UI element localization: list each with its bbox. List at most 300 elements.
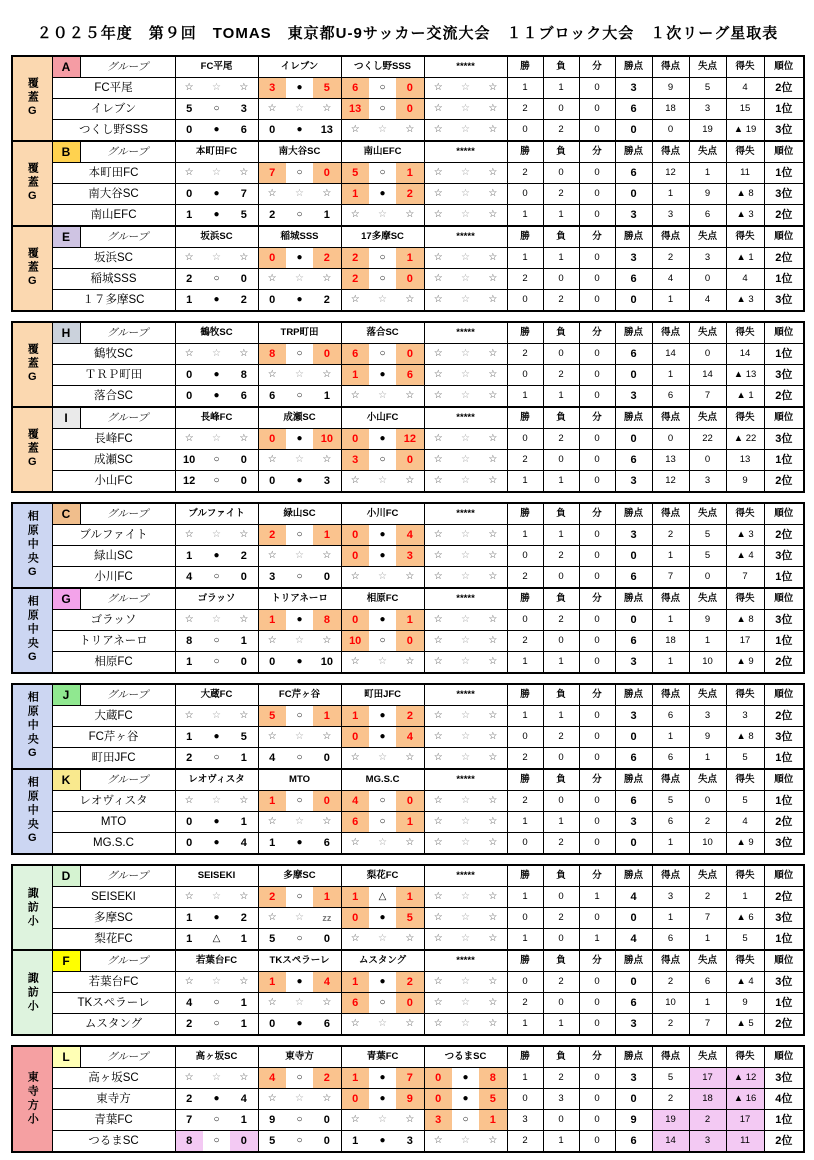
stat-header: 負 — [543, 865, 579, 887]
result-win-icon: ○ — [286, 163, 313, 183]
stat-header: 負 — [543, 503, 579, 525]
result-cell — [341, 993, 424, 1014]
stat-value: 19 — [652, 1110, 689, 1131]
score-left: 0 — [186, 124, 193, 136]
star-icon: ☆ — [295, 997, 305, 1008]
star-icon: ☆ — [184, 795, 194, 806]
group-label: グループ — [80, 588, 175, 610]
match-score-cell — [259, 1131, 341, 1151]
score-left: 2 — [186, 1093, 193, 1105]
score-right: 2 — [406, 188, 413, 200]
stat-value: ▲ 16 — [726, 1089, 764, 1110]
result-cell — [424, 993, 507, 1014]
result-cell — [341, 525, 424, 546]
star-icon: ☆ — [350, 571, 360, 582]
team-name: 青葉FC — [52, 1110, 175, 1131]
opponent-header: ***** — [424, 865, 507, 887]
star-icon: ☆ — [461, 273, 470, 284]
stat-value: 2 — [652, 1089, 689, 1110]
result-cell — [341, 1089, 424, 1110]
score-left: 0 — [186, 369, 193, 381]
match-score-cell — [342, 184, 424, 204]
result-cell — [258, 471, 341, 493]
stat-value: ▲ 5 — [726, 1014, 764, 1036]
stat-value: 9 — [689, 610, 726, 631]
opponent-header: レオヴィスタ — [175, 769, 258, 791]
result-win-icon: ○ — [286, 748, 313, 768]
stars-cell — [425, 610, 507, 630]
score-right: 12 — [403, 433, 417, 445]
star-icon: ☆ — [488, 933, 498, 944]
star-icon: ☆ — [405, 124, 415, 135]
stat-header: 負 — [543, 226, 579, 248]
star-icon: ☆ — [267, 369, 277, 380]
stars-cell — [425, 471, 507, 491]
rank-cell: 4位 — [764, 1089, 804, 1110]
stat-value: 0 — [579, 652, 615, 674]
opponent-header: 稲城SSS — [258, 226, 341, 248]
result-lose-icon: ● — [203, 120, 230, 140]
stat-value: 0 — [615, 972, 652, 993]
star-icon: ☆ — [350, 209, 360, 220]
star-icon: ☆ — [488, 454, 498, 465]
stat-header: 得点 — [652, 141, 689, 163]
rank-cell: 3位 — [764, 908, 804, 929]
score-left: 2 — [186, 752, 193, 764]
score-left: 2 — [186, 1018, 193, 1030]
score-right: 2 — [240, 294, 247, 306]
stat-value: 9 — [689, 727, 726, 748]
team-name: ゴラッソ — [52, 610, 175, 631]
rank-cell: 2位 — [764, 248, 804, 269]
group-A — [12, 56, 804, 141]
result-cell — [258, 929, 341, 951]
star-icon: ☆ — [488, 475, 498, 486]
opponent-header: トリアネーロ — [258, 588, 341, 610]
stat-value: 0 — [507, 546, 543, 567]
score-right: 0 — [240, 454, 247, 466]
team-row — [12, 78, 804, 99]
star-icon: ☆ — [239, 1072, 249, 1083]
score-right: 1 — [323, 529, 330, 541]
score-right: 1 — [240, 635, 247, 647]
match-score-cell — [176, 290, 258, 310]
match-score-cell — [259, 567, 341, 587]
score-right: 0 — [240, 475, 247, 487]
stat-value: 0 — [543, 748, 579, 770]
stat-value: 1 — [579, 887, 615, 908]
match-score-cell — [176, 812, 258, 832]
result-cell — [424, 610, 507, 631]
star-icon: ☆ — [378, 1018, 387, 1029]
stat-value: 1 — [543, 248, 579, 269]
match-score-cell — [176, 993, 258, 1013]
star-icon: ☆ — [212, 348, 221, 359]
result-cell — [175, 1014, 258, 1036]
stat-value: 0 — [543, 887, 579, 908]
result-cell — [424, 567, 507, 589]
group-letter: L — [52, 1046, 80, 1068]
team-name: 鶴牧SC — [52, 344, 175, 365]
stat-value: 7 — [689, 908, 726, 929]
result-cell — [341, 631, 424, 652]
team-row — [12, 344, 804, 365]
score-left: 0 — [435, 1093, 442, 1105]
stat-value: ▲ 8 — [726, 610, 764, 631]
result-cell — [424, 386, 507, 408]
star-icon: ☆ — [322, 1093, 332, 1104]
team-name: 長峰FC — [52, 429, 175, 450]
opponent-header: ムスタング — [341, 950, 424, 972]
result-cell — [258, 652, 341, 674]
result-cell — [258, 567, 341, 589]
score-left: 5 — [352, 167, 359, 179]
league-table — [11, 1045, 805, 1153]
stat-value: 1 — [652, 908, 689, 929]
star-icon: ☆ — [350, 294, 360, 305]
star-icon: ☆ — [433, 454, 443, 465]
stat-value: 3 — [615, 706, 652, 727]
result-win-icon: ○ — [203, 471, 230, 491]
score-right: 5 — [323, 82, 330, 94]
stat-value: 0 — [507, 908, 543, 929]
star-icon: ☆ — [184, 348, 194, 359]
match-score-cell — [259, 471, 341, 491]
stat-value: 0 — [543, 99, 579, 120]
stat-value: 6 — [652, 706, 689, 727]
stat-value: 2 — [543, 290, 579, 312]
score-left: 3 — [269, 82, 276, 94]
stat-value: 13 — [652, 450, 689, 471]
star-icon: ☆ — [461, 752, 471, 763]
score-left: 0 — [269, 475, 276, 487]
score-left: 0 — [186, 837, 193, 849]
group-letter: K — [52, 769, 80, 791]
stat-value: 0 — [579, 78, 615, 99]
rank-cell: 2位 — [764, 812, 804, 833]
result-lose-icon: ● — [203, 290, 230, 310]
stat-value: 1 — [543, 205, 579, 227]
stars-cell — [425, 727, 507, 747]
stat-value: 1 — [726, 887, 764, 908]
stat-value: 0 — [579, 1014, 615, 1036]
star-icon: ☆ — [488, 369, 498, 380]
star-icon: ☆ — [378, 752, 388, 763]
star-icon: ☆ — [433, 571, 443, 582]
star-icon: ☆ — [295, 550, 305, 561]
result-lose-icon: ● — [286, 972, 313, 992]
stars-cell — [176, 163, 258, 183]
score-left: 1 — [352, 1072, 359, 1084]
star-icon: ☆ — [212, 529, 221, 540]
result-cell — [175, 791, 258, 812]
match-score-cell — [342, 791, 424, 811]
result-cell — [424, 525, 507, 546]
match-score-cell — [425, 1110, 507, 1130]
result-cell — [424, 163, 507, 184]
star-icon: ☆ — [322, 188, 332, 199]
stars-cell — [425, 812, 507, 832]
star-icon: ☆ — [488, 912, 498, 923]
result-cell — [258, 365, 341, 386]
stat-value: 3 — [615, 652, 652, 674]
result-cell — [341, 812, 424, 833]
score-right: 0 — [240, 656, 247, 668]
star-icon: ☆ — [461, 795, 471, 806]
stat-value: 1 — [507, 652, 543, 674]
score-right: 0 — [323, 795, 330, 807]
stat-header: 勝 — [507, 141, 543, 163]
team-row — [12, 652, 804, 674]
score-left: 1 — [186, 731, 193, 743]
score-right: 1 — [240, 752, 247, 764]
result-cell — [341, 429, 424, 450]
result-cell — [258, 429, 341, 450]
score-left: 4 — [269, 1072, 276, 1084]
stat-value: 2 — [689, 887, 726, 908]
star-icon: ☆ — [405, 933, 415, 944]
score-right: 7 — [240, 188, 247, 200]
stars-cell — [425, 887, 507, 907]
match-score-cell — [259, 887, 341, 907]
star-icon: ☆ — [295, 273, 304, 284]
venue-section-6 — [11, 1045, 804, 1153]
result-cell — [175, 386, 258, 408]
team-row — [12, 833, 804, 855]
match-score-cell — [259, 120, 341, 140]
star-icon: ☆ — [488, 348, 498, 359]
result-lose-icon: ● — [203, 184, 230, 204]
stat-value: 0 — [507, 727, 543, 748]
result-cell — [175, 929, 258, 951]
team-name: ブルファイト — [52, 525, 175, 546]
result-lose-icon: ● — [369, 610, 396, 630]
match-score-cell — [342, 269, 424, 289]
result-lose-icon: ● — [203, 812, 230, 832]
stat-header: 勝 — [507, 503, 543, 525]
match-score-cell — [342, 812, 424, 832]
stat-header: 得点 — [652, 1046, 689, 1068]
stat-value: 1 — [689, 748, 726, 770]
stat-header: 得点 — [652, 226, 689, 248]
stat-value: 11 — [726, 1131, 764, 1153]
stat-header: 勝 — [507, 322, 543, 344]
result-cell — [258, 1089, 341, 1110]
stat-header: 順位 — [764, 56, 804, 78]
stat-value: 5 — [652, 1068, 689, 1089]
stat-value: 6 — [615, 748, 652, 770]
team-name: 相原FC — [52, 652, 175, 674]
stat-header: 得点 — [652, 322, 689, 344]
stat-header: 失点 — [689, 56, 726, 78]
result-win-icon: ○ — [369, 631, 396, 651]
star-icon: ☆ — [433, 294, 443, 305]
result-win-icon: ○ — [452, 1110, 479, 1130]
stat-value: 0 — [507, 120, 543, 142]
result-lose-icon: ● — [203, 1089, 230, 1109]
rank-cell: 2位 — [764, 471, 804, 493]
star-icon: ☆ — [212, 252, 221, 263]
stat-value: 1 — [507, 812, 543, 833]
stat-value: 2 — [507, 99, 543, 120]
stat-header: 負 — [543, 407, 579, 429]
stat-value: 12 — [652, 471, 689, 493]
result-cell — [175, 78, 258, 99]
match-score-cell — [176, 1110, 258, 1130]
score-right: 0 — [323, 571, 330, 583]
star-icon: ☆ — [267, 550, 277, 561]
star-icon: ☆ — [322, 635, 332, 646]
opponent-header: MTO — [258, 769, 341, 791]
stat-value: 18 — [652, 631, 689, 652]
stat-value: ▲ 19 — [726, 120, 764, 142]
match-score-cell — [342, 450, 424, 470]
result-lose-icon: ● — [203, 833, 230, 853]
stars-cell — [259, 631, 341, 651]
score-right: 3 — [240, 103, 247, 115]
venue-cell: 相原中央G — [12, 503, 52, 588]
group-L — [12, 1046, 804, 1152]
stat-value: 0 — [579, 248, 615, 269]
result-cell — [175, 471, 258, 493]
stat-value: 4 — [726, 812, 764, 833]
team-row — [12, 471, 804, 493]
stars-cell — [342, 205, 424, 225]
result-win-icon: ○ — [286, 567, 313, 587]
opponent-header: 小山FC — [341, 407, 424, 429]
score-right: 5 — [406, 912, 413, 924]
star-icon: ☆ — [461, 816, 471, 827]
star-icon: ☆ — [461, 529, 470, 540]
group-header-row — [12, 322, 804, 344]
result-win-icon: ○ — [203, 269, 230, 289]
score-right: 3 — [406, 550, 413, 562]
star-icon: ☆ — [184, 710, 194, 721]
stars-cell — [342, 929, 424, 949]
stat-header: 負 — [543, 322, 579, 344]
team-name: 成瀬SC — [52, 450, 175, 471]
stat-value: 5 — [726, 791, 764, 812]
result-cell — [175, 344, 258, 365]
result-win-icon: ○ — [203, 450, 230, 470]
venue-cell: 覆蓋G — [12, 226, 52, 311]
team-name: トリアネーロ — [52, 631, 175, 652]
star-icon: ☆ — [461, 124, 470, 135]
stat-header: 得点 — [652, 56, 689, 78]
score-left: 6 — [352, 348, 359, 360]
score-left: 8 — [269, 348, 276, 360]
result-cell — [258, 269, 341, 290]
stat-value: 0 — [615, 546, 652, 567]
group-letter: F — [52, 950, 80, 972]
stat-value: 0 — [579, 546, 615, 567]
venue-cell: 諏訪小 — [12, 950, 52, 1035]
team-row — [12, 929, 804, 951]
team-row — [12, 546, 804, 567]
match-score-cell — [259, 791, 341, 811]
result-win-icon: ○ — [369, 78, 396, 98]
stat-value: 13 — [726, 450, 764, 471]
star-icon: ☆ — [433, 731, 443, 742]
stars-cell — [259, 269, 341, 289]
score-left: 1 — [269, 795, 276, 807]
stat-value: 5 — [689, 546, 726, 567]
result-cell — [258, 450, 341, 471]
result-lose-icon: ● — [369, 546, 396, 566]
stat-value: 1 — [507, 1068, 543, 1089]
score-right: 1 — [240, 816, 247, 828]
stars-cell — [259, 812, 341, 832]
result-win-icon: ○ — [286, 525, 313, 545]
stat-value: 6 — [615, 450, 652, 471]
result-lose-icon: ● — [203, 727, 230, 747]
stat-value: 5 — [689, 78, 726, 99]
opponent-header: つくし野SSS — [341, 56, 424, 78]
opponent-header: 緑山SC — [258, 503, 341, 525]
rank-cell: 1位 — [764, 993, 804, 1014]
result-lose-icon: ● — [369, 429, 396, 449]
star-icon: ☆ — [433, 209, 443, 220]
score-right: 3 — [406, 1135, 413, 1147]
score-left: 2 — [186, 273, 193, 285]
score-left: 2 — [352, 273, 359, 285]
stars-cell — [425, 290, 507, 310]
stat-header: 勝点 — [615, 322, 652, 344]
result-cell — [424, 99, 507, 120]
score-right: 0 — [406, 348, 413, 360]
score-right: 8 — [240, 369, 247, 381]
star-icon: ☆ — [461, 710, 471, 721]
result-cell — [424, 1131, 507, 1153]
score-left: 2 — [269, 891, 276, 903]
result-lose-icon: ● — [369, 908, 396, 928]
star-icon: ☆ — [461, 294, 470, 305]
match-score-cell — [342, 99, 424, 119]
rank-cell: 2位 — [764, 887, 804, 908]
stat-value: 12 — [652, 163, 689, 184]
score-left: 4 — [186, 997, 193, 1009]
match-score-cell — [342, 429, 424, 449]
score-right: 0 — [323, 167, 330, 179]
star-icon: ☆ — [295, 912, 305, 923]
score-left: 6 — [352, 997, 359, 1009]
stat-value: 0 — [615, 833, 652, 855]
stat-value: 1 — [543, 386, 579, 408]
stat-value: 0 — [579, 610, 615, 631]
result-cell — [258, 972, 341, 993]
stat-value: 0 — [579, 791, 615, 812]
result-lose-icon: ● — [286, 248, 313, 268]
star-icon: ☆ — [184, 1072, 194, 1083]
opponent-header: ***** — [424, 226, 507, 248]
stat-value: ▲ 8 — [726, 184, 764, 205]
stat-header: 負 — [543, 684, 579, 706]
stat-value: 3 — [615, 78, 652, 99]
stat-value: ▲ 13 — [726, 365, 764, 386]
star-icon: ☆ — [405, 475, 415, 486]
stat-value: 0 — [579, 727, 615, 748]
team-row — [12, 972, 804, 993]
score-right: 1 — [489, 1114, 496, 1126]
star-icon: ☆ — [322, 997, 332, 1008]
group-J — [12, 684, 804, 769]
group-letter: B — [52, 141, 80, 163]
venue-cell: 覆蓋G — [12, 141, 52, 226]
star-icon: ☆ — [212, 891, 221, 902]
result-cell — [341, 791, 424, 812]
stars-cell — [176, 887, 258, 907]
group-header-row — [12, 141, 804, 163]
